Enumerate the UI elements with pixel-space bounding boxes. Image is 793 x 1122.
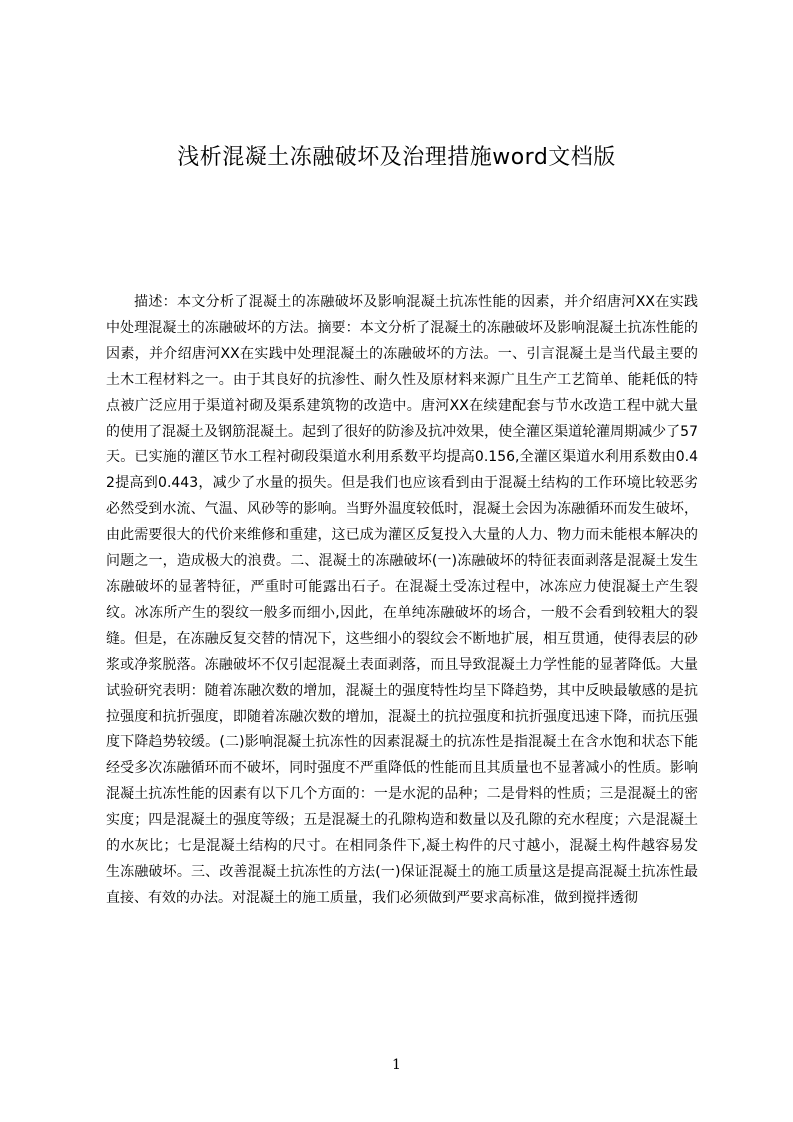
document-title: 浅析混凝土冻融破坏及治理措施word文档版 [177, 145, 616, 170]
document-body [106, 290, 698, 912]
page-number: 1 [392, 1057, 401, 1073]
body-paragraph: 描述：本文分析了混凝土的冻融破坏及影响混凝土抗冻性能的因素，并介绍唐河XX在实践中处理混凝土的冻融破坏的方法。摘要：本文分析了混凝土的冻融破坏及影响混凝土抗冻性能的因素，并介绍唐河XX在实践中处理混凝土的冻融破坏的方法。一、引言混凝土是当代最主要的土木工程材料之一。由于其良好的抗渗性、耐久性及原材料来源广且生产工艺简单、能耗低的特点被广泛应用于渠道衬砌及渠系建筑物的改造中。唐河XX在续建配套与节水改造工程中就大量的使用了混凝土及钢筋混凝土。起到了很好的防渗及抗冲效果，使全灌区渠道轮灌周期减少了57天。已实施的灌区节水工程衬砌段渠道水利用系数平均提高0.156,全灌区渠道水利用系数由0.42提高到0.443，减少了水量的损失。但是我们也应该看到由于混凝土结构的工作环境比较恶劣必然受到水流、气温、风砂等的影响。当野外温度较低时，混凝土会因为冻融循环而发生破坏，由此需要很大的代价来维修和重建，这已成为灌区反复投入大量的人力、物力而未能根本解决的问题之一，造成极大的浪费。二、混凝土的冻融破坏(一)冻融破坏的特征表面剥落是混凝土发生冻融破坏的显著特征，严重时可能露出石子。在混凝土受冻过程中，冰冻应力使混凝土产生裂纹。冰冻所产生的裂纹一般多而细小,因此，在单纯冻融破坏的场合，一般不会看到较粗大的裂缝。但是，在冻融反复交替的情况下，这些细小的裂纹会不断地扩展，相互贯通，使得表层的砂浆或净浆脱落。冻融破坏不仅引起混凝土表面剥落，而且导致混凝土力学性能的显著降低。大量试验研究表明：随着冻融次数的增加，混凝土的强度特性均呈下降趋势，其中反映最敏感的是抗拉强度和抗折强度，即随着冻融次数的增加，混凝土的抗拉强度和抗折强度迅速下降，而抗压强度下降趋势较缓。(二)影响混凝土抗冻性的因素混凝土的抗冻性是指混凝土在含水饱和状态下能经受多次冻融循环而不破坏，同时强度不严重降低的性能而且其质量也不显著减小的性质。影响混凝土抗冻性能的因素有以下几个方面的：一是水泥的品种；二是骨料的性质；三是混凝土的密实度；四是混凝土的强度等级；五是混凝土的孔隙构造和数量以及孔隙的充水程度；六是混凝土的水灰比；七是混凝土结构的尺寸。在相同条件下,凝土构件的尺寸越小，混凝土构件越容易发生冻融破坏。三、改善混凝土抗冻性的方法(一)保证混凝土的施工质量这是提高混凝土抗冻性最直接、有效的办法。对混凝土的施工质量，我们必须做到严要求高标准，做到搅拌透彻 [106, 294, 698, 906]
